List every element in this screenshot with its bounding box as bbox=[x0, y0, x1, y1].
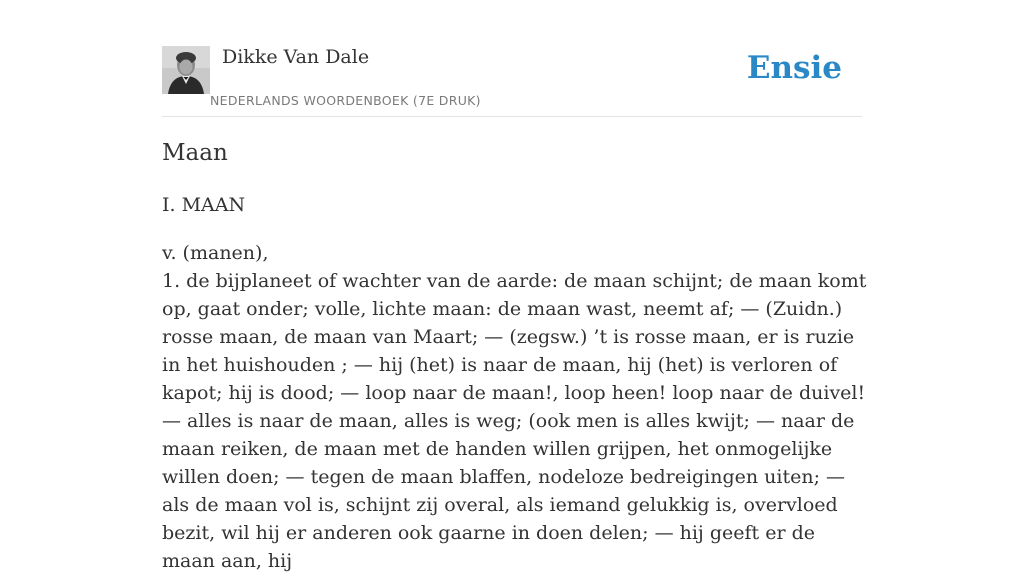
entry-title: I. MAAN bbox=[162, 194, 246, 216]
definition-text bbox=[162, 239, 868, 575]
page-header bbox=[162, 44, 862, 117]
definition-body: 1. de bijplaneet of wachter van de aarde: de maan schijnt; de maan komt op, gaat onder; volle, lichte maan: de maan wast, neemt af; — (Zuidn.) rosse maan, de maan van Maart; — (zegsw.) ’t is rosse maan, er is ruzie in het huishouden ; — hij (het) is naar de maan, hij (het) is verloren of kapot; hij is dood; — loop naar de maan!, loop heen! loop naar de duivel! — alles is naar de maan, alles is weg; (ook men is alles kwijt; — naar de maan reiken, de maan met de handen willen grijpen, het onmogelijke willen doen; — tegen de maan blaffen, nodeloze bedreigingen uiten; — als de maan vol is, schijnt zij overal, als iemand gelukkig is, overvloed bezit, wil hij er anderen ook gaarne in doen delen; — hij geeft er de maan aan, hij bbox=[162, 270, 867, 572]
grammar-note: v. (manen), bbox=[162, 242, 269, 264]
headword: Maan bbox=[162, 140, 228, 166]
ensie-logo[interactable]: Ensie bbox=[746, 50, 842, 86]
author-name[interactable]: Dikke Van Dale bbox=[222, 46, 370, 68]
portrait-image bbox=[162, 46, 210, 94]
source-label[interactable]: NEDERLANDS WOORDENBOEK (7E DRUK) bbox=[210, 93, 481, 108]
author-avatar[interactable] bbox=[162, 46, 210, 94]
